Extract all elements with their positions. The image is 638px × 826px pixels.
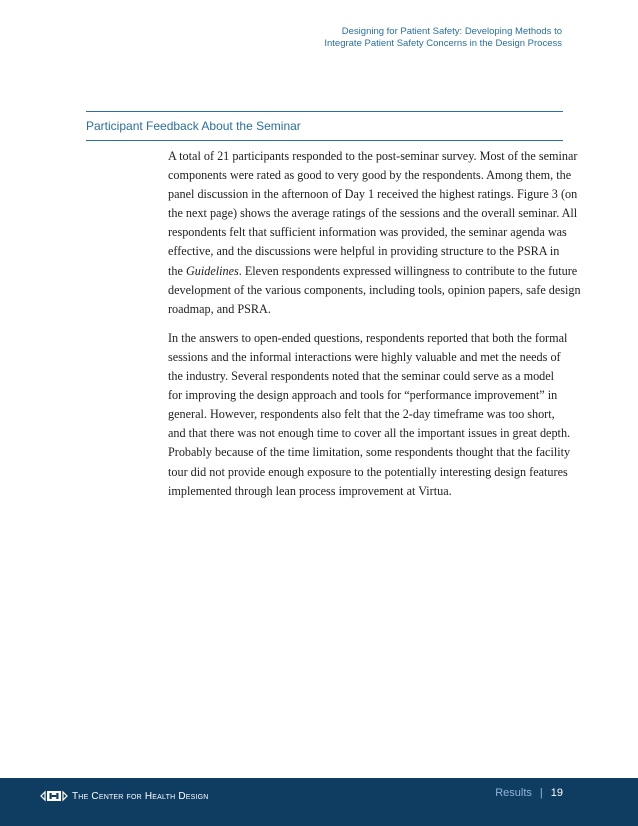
text-line bbox=[168, 262, 578, 281]
text-line: A total of 21 participants responded to the post-seminar survey. Most of the seminar bbox=[168, 149, 578, 163]
text-line: Probably because of the time limitation, some respondents thought that the facility bbox=[168, 445, 571, 460]
section-title: Participant Feedback About the Seminar bbox=[86, 119, 301, 133]
text-line: the industry. Several respondents noted that the seminar could serve as a model bbox=[168, 369, 555, 384]
text-line: the next page) shows the average ratings of the sessions and the overall seminar. All bbox=[168, 206, 578, 221]
guidelines-title: Guidelines bbox=[185, 263, 239, 278]
text-line: In the answers to open-ended questions, respondents reported that both the formal bbox=[168, 330, 568, 345]
text-line: development of the various components, including tools, opinion papers, safe design bbox=[168, 282, 581, 297]
text-line: general. However, respondents also felt that the 2-day timeframe was too short, bbox=[168, 407, 555, 422]
text-line: for improving the design approach and tools for “performance improvement” in bbox=[168, 388, 558, 403]
text-line: roadmap, and PSRA. bbox=[168, 301, 271, 316]
running-header-line-1: Designing for Patient Safety: Developing Methods to bbox=[341, 26, 562, 37]
text-line: effective, and the discussions were helpful in providing structure to the PSRA in bbox=[168, 244, 560, 259]
footer-separator: | bbox=[539, 787, 543, 799]
text-line: implemented through lean process improvement at Virtua. bbox=[168, 483, 452, 498]
text-line: components were rated as good to very good by the respondents. Among them, the bbox=[168, 168, 572, 183]
text-fragment: . Eleven respondents expressed willingness to contribute to the future bbox=[238, 263, 578, 278]
page-footer bbox=[0, 778, 638, 826]
text-line: respondents felt that sufficient information was provided, the seminar agenda was bbox=[168, 225, 567, 240]
text-line: tour did not provide enough exposure to the potentially interesting design features bbox=[168, 464, 568, 479]
paragraph-2 bbox=[168, 329, 571, 501]
organization-logo bbox=[40, 789, 209, 803]
page-number: 19 bbox=[550, 787, 563, 799]
organization-name: The Center for Health Design bbox=[72, 790, 209, 802]
running-header-line-2: Integrate Patient Safety Concerns in the Design Process bbox=[324, 38, 562, 49]
text-line: panel discussion in the afternoon of Day 1 received the highest ratings. Figure 3 (on bbox=[168, 187, 578, 202]
page-info bbox=[495, 787, 563, 799]
section-rule-bottom bbox=[86, 140, 563, 141]
text-line: sessions and the informal interactions were highly valuable and met the needs of bbox=[168, 349, 561, 364]
text-fragment: the bbox=[168, 263, 186, 278]
health-design-logo-icon bbox=[40, 790, 68, 802]
text-line: and that there was not enough time to cover all the important issues in great depth. bbox=[168, 426, 571, 441]
paragraph-1 bbox=[168, 147, 581, 319]
footer-section-name: Results bbox=[495, 787, 532, 799]
running-header bbox=[162, 26, 562, 50]
body-text bbox=[168, 147, 581, 511]
section-rule-top bbox=[86, 111, 563, 112]
